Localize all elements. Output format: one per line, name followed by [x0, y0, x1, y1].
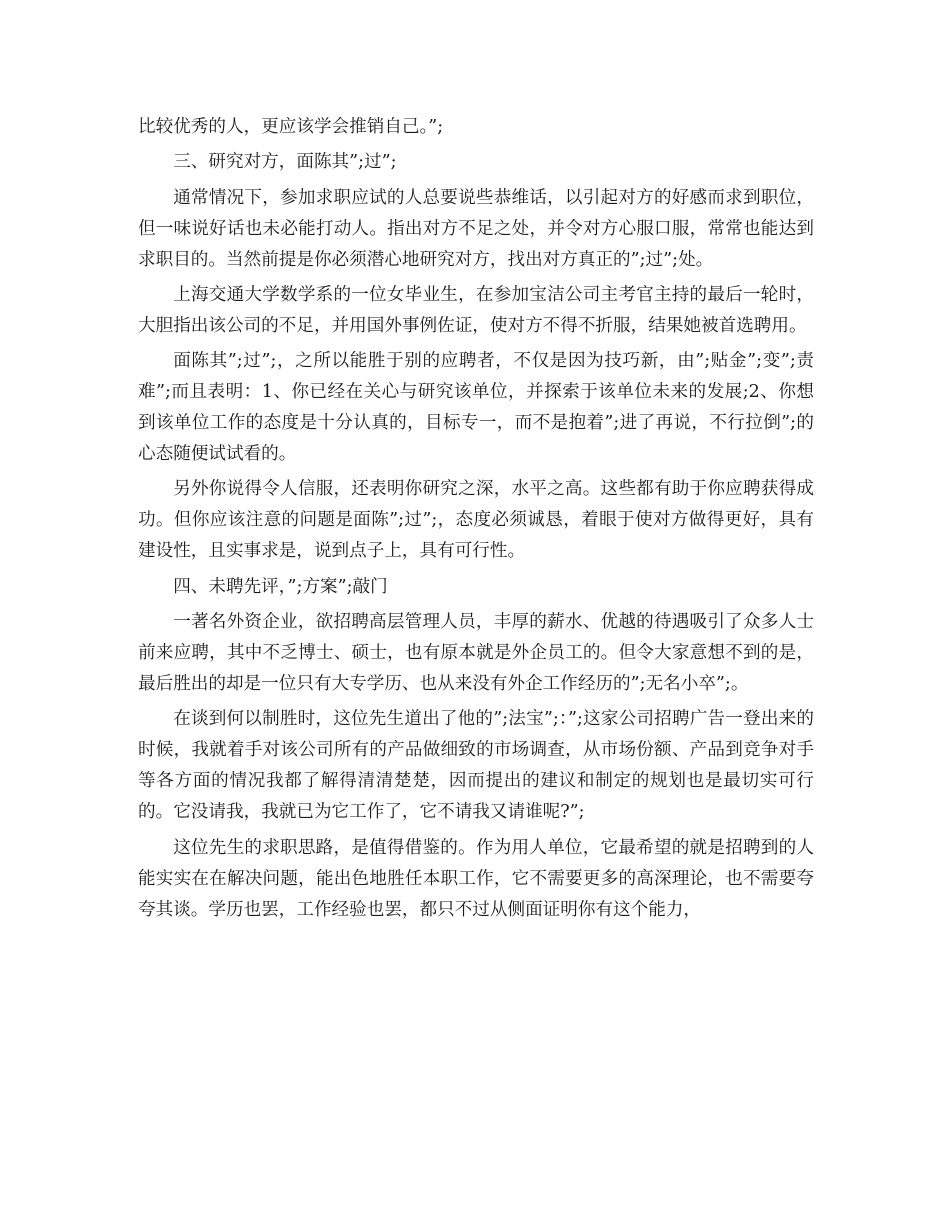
paragraph-9: 在谈到何以制胜时，这位先生道出了他的”;法宝”;：”;这家公司招聘广告一登出来的时候，我就着手对该公司所有的产品做细致的市场调查，从市场份额、产品到竞争对手等各方面的情况我都了解得清清楚楚，因而提出的建议和制定的规划也是最切实可行的。它没请我，我就已为它工作了，它不请我又请谁呢?”;	[138, 709, 814, 823]
paragraph-10: 这位先生的求职思路，是值得借鉴的。作为用人单位，它最希望的就是招聘到的人能实实在在解决问题，能出色地胜任本职工作，它不需要更多的高深理论，也不需要夸夸其谈。学历也罢，工作经验也罢，都只不过从侧面证明你有这个能力，	[138, 837, 814, 920]
paragraph-6: 另外你说得令人信服，还表明你研究之深，水平之高。这些都有助于你应聘获得成功。但你应该注意的问题是面陈”;过”;，态度必须诚恳，着眼于使对方做得更好，具有建设性，且实事求是，说到点子上，具有可行性。	[138, 479, 814, 562]
paragraph-8: 一著名外资企业，欲招聘高层管理人员，丰厚的薪水、优越的待遇吸引了众多人士前来应聘，其中不乏博士、硕士，也有原本就是外企员工的。但令大家意想不到的是，最后胜出的却是一位只有大专学历、也从来没有外企工作经历的”;无名小卒”;。	[138, 612, 814, 695]
paragraph-5: 面陈其”;过”;，之所以能胜于别的应聘者，不仅是因为技巧新，由”;贴金”;变”;责难”;而且表明：1、你已经在关心与研究该单位，并探索于该单位未来的发展;2、你想到该单位工作的态度是十分认真的，目标专一，而不是抱着”;进了再说，不行拉倒”;的心态随便试试看的。	[138, 351, 814, 465]
paragraph-4: 上海交通大学数学系的一位女毕业生，在参加宝洁公司主考官主持的最后一轮时，大胆指出该公司的不足，并用国外事例佐证，使对方不得不折服，结果她被首选聘用。	[138, 284, 814, 336]
paragraph-3: 通常情况下，参加求职应试的人总要说些恭维话，以引起对方的好感而求到职位，但一味说好话也未必能打动人。指出对方不足之处，并令对方心服口服，常常也能达到求职目的。当然前提是你必须潜心地研究对方，找出对方真正的”;过”;处。	[138, 187, 814, 270]
section-heading-4: 四、未聘先评，”;方案”;敲门	[173, 576, 388, 597]
section-heading-3: 三、研究对方，面陈其”;过”;	[173, 152, 397, 173]
document-body	[138, 112, 814, 930]
paragraph-1: 比较优秀的人，更应该学会推销自己。”;	[138, 117, 444, 137]
